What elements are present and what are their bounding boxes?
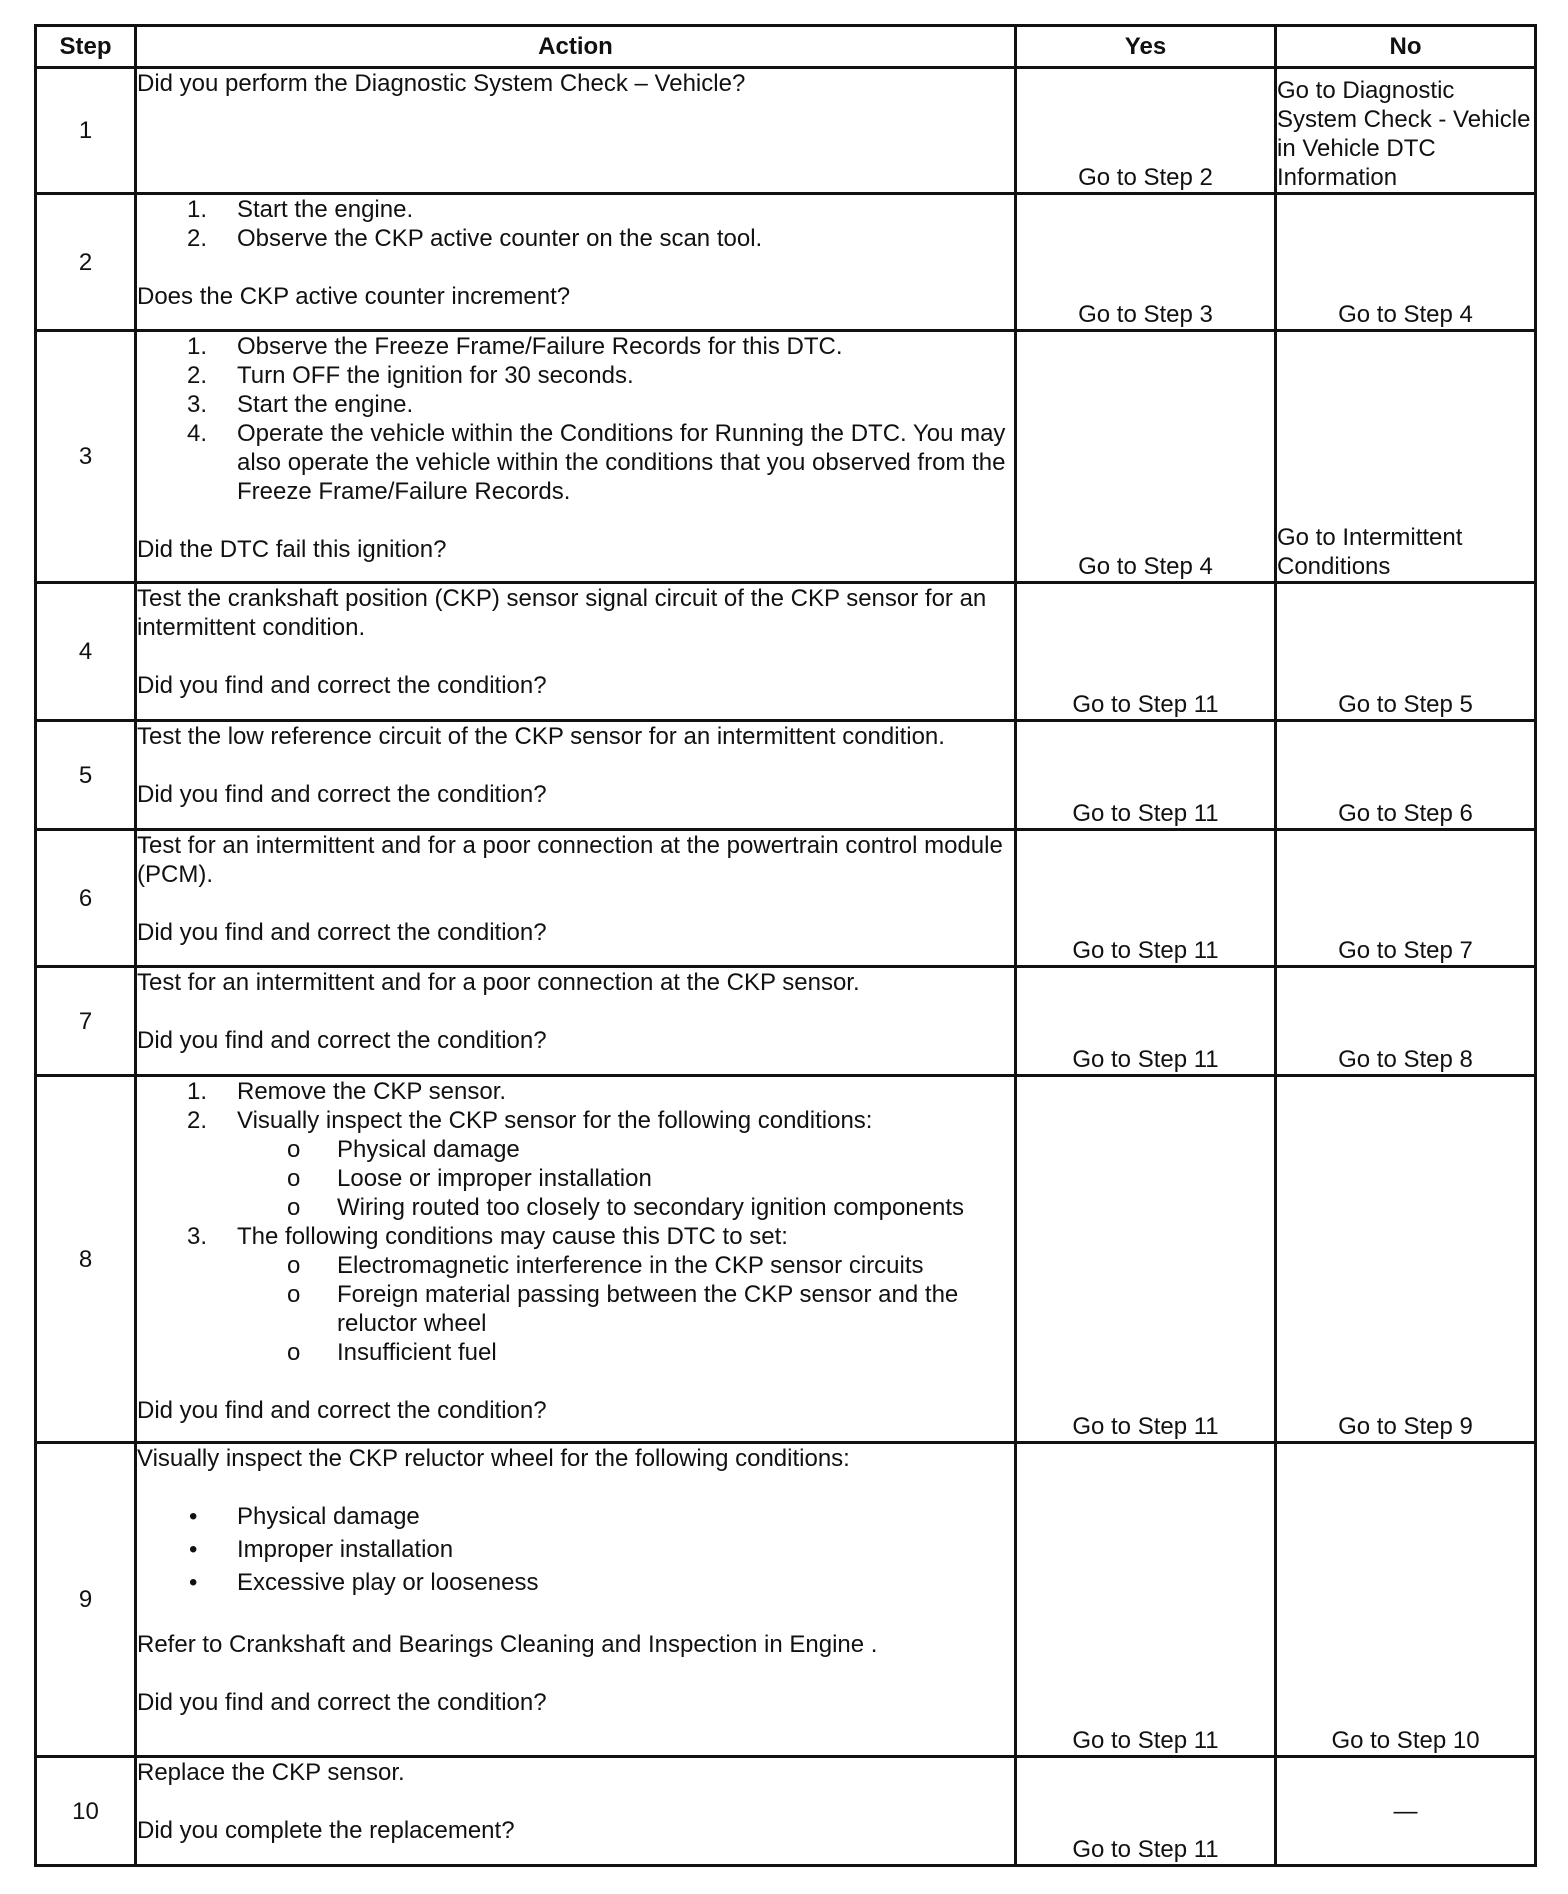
action-question: Did you find and correct the condition? xyxy=(137,919,547,946)
circle-bullet: o xyxy=(287,1165,301,1192)
sub-item-text: Foreign material passing between the CKP sensor and the reluctor wheel xyxy=(337,1281,959,1337)
step-number: 9 xyxy=(36,1443,136,1757)
sub-list-item xyxy=(237,1338,1014,1367)
table-row xyxy=(36,1076,1536,1443)
no-link[interactable]: Go to Step 10 xyxy=(1276,1443,1536,1757)
sub-list-item xyxy=(237,1164,1014,1193)
bullet-item xyxy=(137,1502,1014,1535)
bullet-dot: • xyxy=(189,1503,198,1530)
list-item-text: Observe the CKP active counter on the scan tool. xyxy=(237,225,763,252)
header-no: No xyxy=(1276,26,1536,68)
step-number: 5 xyxy=(36,721,136,830)
step-number: 1 xyxy=(36,68,136,194)
action-question: Did you complete the replacement? xyxy=(137,1817,515,1844)
bullet-dot: • xyxy=(189,1536,198,1563)
sub-list xyxy=(237,1251,1014,1367)
action-text: Test for an intermittent and for a poor connection at the CKP sensor. xyxy=(137,969,860,996)
action-question: Did you perform the Diagnostic System Check – Vehicle? xyxy=(137,70,746,97)
no-link[interactable]: Go to Diagnostic System Check - Vehicle in Vehicle DTC Information xyxy=(1276,68,1536,194)
action-cell xyxy=(136,967,1016,1076)
list-number: 3. xyxy=(187,391,208,418)
list-item xyxy=(137,1222,1014,1367)
step-number: 2 xyxy=(36,194,136,331)
table-row xyxy=(36,331,1536,583)
table-row xyxy=(36,967,1536,1076)
list-item-text: Start the engine. xyxy=(237,196,414,223)
action-cell xyxy=(136,830,1016,967)
sub-item-text: Electromagnetic interference in the CKP sensor circuits xyxy=(337,1252,924,1279)
list-number: 1. xyxy=(187,196,208,223)
action-cell xyxy=(136,331,1016,583)
list-item xyxy=(137,195,1014,224)
action-cell xyxy=(136,721,1016,830)
sub-list-item xyxy=(237,1280,1014,1338)
action-cell xyxy=(136,1076,1016,1443)
list-item-text: Remove the CKP sensor. xyxy=(237,1078,507,1105)
no-dash: — xyxy=(1276,1757,1536,1866)
action-question: Did you find and correct the condition? xyxy=(137,1027,547,1054)
yes-link[interactable]: Go to Step 11 xyxy=(1016,721,1276,830)
bullet-text: Excessive play or looseness xyxy=(237,1569,539,1596)
circle-bullet: o xyxy=(287,1194,301,1221)
action-cell xyxy=(136,194,1016,331)
table-row xyxy=(36,583,1536,721)
step-number: 4 xyxy=(36,583,136,721)
step-number: 3 xyxy=(36,331,136,583)
bullet-item xyxy=(137,1568,1014,1601)
yes-link[interactable]: Go to Step 4 xyxy=(1016,331,1276,583)
sub-item-text: Physical damage xyxy=(337,1136,520,1163)
action-text: Test for an intermittent and for a poor connection at the powertrain control module (PCM). xyxy=(137,832,1003,888)
action-cell xyxy=(136,1443,1016,1757)
yes-link[interactable]: Go to Step 11 xyxy=(1016,830,1276,967)
action-cell xyxy=(136,68,1016,194)
list-number: 2. xyxy=(187,1107,208,1134)
refer-text[interactable]: Refer to Crankshaft and Bearings Cleaning and Inspection in Engine . xyxy=(137,1631,878,1658)
list-item xyxy=(137,1077,1014,1106)
list-item-text: Observe the Freeze Frame/Failure Records for this DTC. xyxy=(237,333,843,360)
list-number: 2. xyxy=(187,225,208,252)
list-item-text: Visually inspect the CKP sensor for the following conditions: xyxy=(237,1107,873,1134)
table-row xyxy=(36,194,1536,331)
yes-link[interactable]: Go to Step 3 xyxy=(1016,194,1276,331)
no-link[interactable]: Go to Intermittent Conditions xyxy=(1276,331,1536,583)
sub-list xyxy=(237,1135,1014,1222)
header-action: Action xyxy=(136,26,1016,68)
step-number: 8 xyxy=(36,1076,136,1443)
circle-bullet: o xyxy=(287,1136,301,1163)
yes-link[interactable]: Go to Step 11 xyxy=(1016,1757,1276,1866)
action-cell xyxy=(136,1757,1016,1866)
bullet-item xyxy=(137,1535,1014,1568)
diagnostic-table xyxy=(34,24,1537,1867)
list-number: 3. xyxy=(187,1223,208,1250)
procedure-list xyxy=(137,1077,1014,1367)
list-number: 4. xyxy=(187,420,208,447)
table-row xyxy=(36,830,1536,967)
list-item xyxy=(137,419,1014,506)
step-number: 7 xyxy=(36,967,136,1076)
bullet-dot: • xyxy=(189,1569,198,1596)
bullet-text: Improper installation xyxy=(237,1536,454,1563)
list-item-text: Turn OFF the ignition for 30 seconds. xyxy=(237,362,634,389)
action-question: Does the CKP active counter increment? xyxy=(137,283,571,310)
sub-item-text: Insufficient fuel xyxy=(337,1339,497,1366)
sub-list-item xyxy=(237,1193,1014,1222)
no-link[interactable]: Go to Step 6 xyxy=(1276,721,1536,830)
no-link[interactable]: Go to Step 4 xyxy=(1276,194,1536,331)
yes-link[interactable]: Go to Step 11 xyxy=(1016,1076,1276,1443)
list-item xyxy=(137,224,1014,253)
yes-link[interactable]: Go to Step 11 xyxy=(1016,967,1276,1076)
list-number: 1. xyxy=(187,1078,208,1105)
action-text: Visually inspect the CKP reluctor wheel for the following conditions: xyxy=(137,1445,850,1472)
header-row xyxy=(36,26,1536,68)
procedure-list xyxy=(137,195,1014,253)
action-question: Did you find and correct the condition? xyxy=(137,1397,547,1424)
list-number: 2. xyxy=(187,362,208,389)
action-text: Test the crankshaft position (CKP) sensor signal circuit of the CKP sensor for an intermittent condition. xyxy=(137,585,987,641)
action-question: Did you find and correct the condition? xyxy=(137,1689,547,1716)
yes-link[interactable]: Go to Step 2 xyxy=(1016,68,1276,194)
step-number: 10 xyxy=(36,1757,136,1866)
list-item xyxy=(137,361,1014,390)
action-cell xyxy=(136,583,1016,721)
list-item-text: Operate the vehicle within the Conditions for Running the DTC. You may also operate the vehicle within the conditions that you observed from the Freeze Frame/Failure Records. xyxy=(237,420,1006,505)
table-row xyxy=(36,1757,1536,1866)
table-row xyxy=(36,1443,1536,1757)
action-question: Did you find and correct the condition? xyxy=(137,672,547,699)
list-item xyxy=(137,332,1014,361)
action-question: Did you find and correct the condition? xyxy=(137,781,547,808)
bullet-list xyxy=(137,1502,1014,1601)
no-link[interactable]: Go to Step 7 xyxy=(1276,830,1536,967)
sub-list-item xyxy=(237,1135,1014,1164)
list-number: 1. xyxy=(187,333,208,360)
diagnostic-page xyxy=(34,24,1534,1867)
action-question: Did the DTC fail this ignition? xyxy=(137,536,447,563)
sub-item-text: Wiring routed too closely to secondary ignition components xyxy=(337,1194,964,1221)
header-yes: Yes xyxy=(1016,26,1276,68)
list-item-text: The following conditions may cause this DTC to set: xyxy=(237,1223,788,1250)
bullet-text: Physical damage xyxy=(237,1503,420,1530)
step-number: 6 xyxy=(36,830,136,967)
yes-link[interactable]: Go to Step 11 xyxy=(1016,583,1276,721)
yes-link[interactable]: Go to Step 11 xyxy=(1016,1443,1276,1757)
sub-list-item xyxy=(237,1251,1014,1280)
list-item xyxy=(137,1106,1014,1222)
procedure-list xyxy=(137,332,1014,506)
list-item xyxy=(137,390,1014,419)
circle-bullet: o xyxy=(287,1339,301,1366)
no-link[interactable]: Go to Step 8 xyxy=(1276,967,1536,1076)
no-link[interactable]: Go to Step 5 xyxy=(1276,583,1536,721)
action-text: Replace the CKP sensor. xyxy=(137,1759,405,1786)
no-link[interactable]: Go to Step 9 xyxy=(1276,1076,1536,1443)
circle-bullet: o xyxy=(287,1252,301,1279)
list-item-text: Start the engine. xyxy=(237,391,414,418)
table-row xyxy=(36,68,1536,194)
circle-bullet: o xyxy=(287,1281,301,1308)
table-row xyxy=(36,721,1536,830)
sub-item-text: Loose or improper installation xyxy=(337,1165,652,1192)
header-step: Step xyxy=(36,26,136,68)
action-text: Test the low reference circuit of the CKP sensor for an intermittent condition. xyxy=(137,723,945,750)
